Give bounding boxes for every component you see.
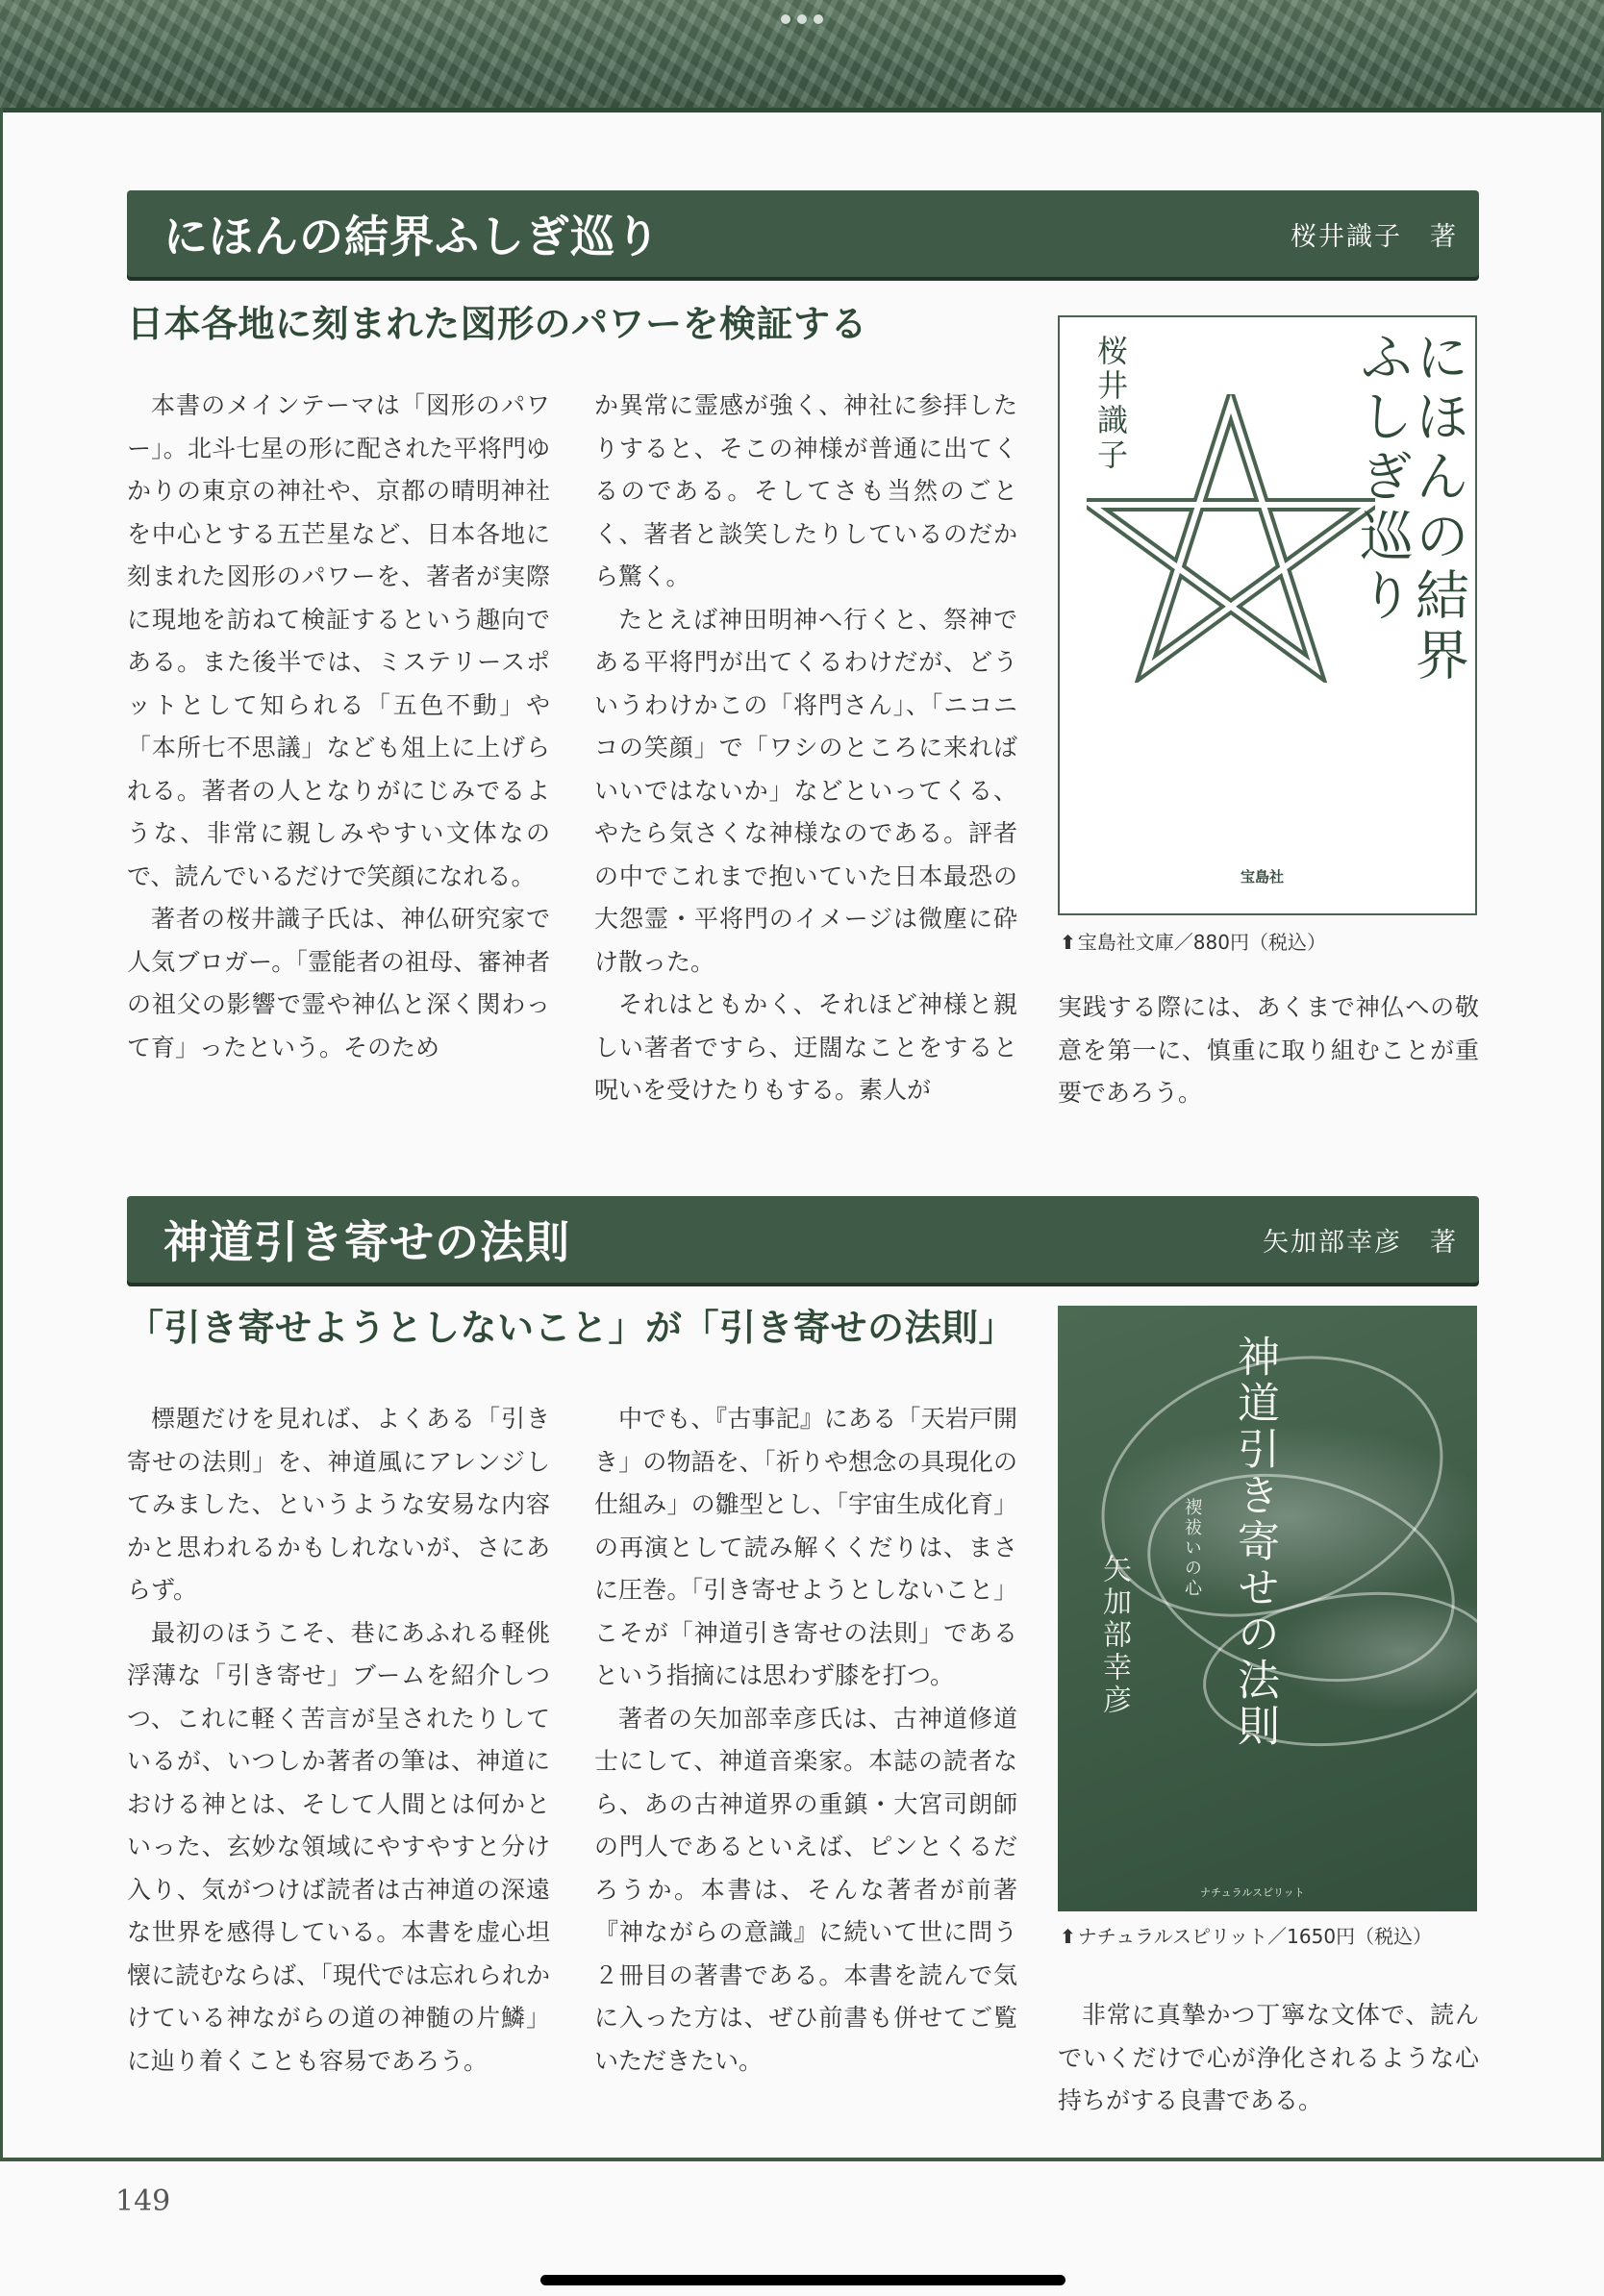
review1-subtitle: 日本各地に刻まれた図形のパワーを検証する	[127, 303, 868, 345]
review1-cover-author: 桜井識子	[1092, 335, 1129, 473]
up-arrow-icon: ⬆	[1060, 1925, 1076, 1948]
review2-cover-publisher: ナチュラルスピリット	[1200, 1886, 1305, 1899]
review1-col2-para: たとえば神田明神へ行くと、祭神である平将門が出てくるわけだが、どういうわけかこの「将門さん」、「ニコニコの笑顔」で「ワシのところに来ればいいではないか」などといってくる、やたら気さくな神様なのである。評者の中でこれまで抱いていた日本最恐の大怨霊・平将門のイメージは微塵に砕け散った。	[594, 605, 1017, 976]
review2-book-cover[interactable]	[1058, 1306, 1477, 1911]
review2-cover-subtitle: 禊祓いの心	[1182, 1498, 1202, 1599]
review2-column-2	[594, 1398, 1017, 2083]
more-options-icon[interactable]	[781, 13, 823, 25]
review2-col2-para: 中でも、『古事記』にある「天岩戸開き」の物語を、「祈りや想念の具現化の仕組み」の雛型とし、「宇宙生成化育」の再演として読み解くくだりは、まさに圧巻。「引き寄せようとしないこと」こそが「神道引き寄せの法則」であるという指摘には思わず膝を打つ。	[594, 1405, 1017, 1689]
review1-caption	[1060, 927, 1326, 955]
review2-col3-para: 非常に真摯かつ丁寧な文体で、読んでいくだけで心が浄化されるような心持ちがする良書である。	[1058, 2001, 1479, 2114]
review1-col2-para: それはともかく、それほど神様と親しい著者ですら、迂闊なことをすると呪いを受けたりもする。素人が	[594, 990, 1017, 1104]
review1-cover-publisher: 宝島社	[1241, 868, 1285, 886]
review1-title-bar	[127, 190, 1479, 277]
review1-author: 桜井識子 著	[1291, 221, 1458, 252]
review1-column-2	[594, 385, 1017, 1112]
review1-col1-para: 本書のメインテーマは「図形のパワー」。北斗七星の形に配された平将門ゆかりの東京の神社や、京都の晴明神社を中心とする五芒星など、日本各地に刻まれた図形のパワーを、著者が実際に現地を訪ねて検証するという趣向である。また後半では、ミステリースポットとして知られる「五色不動」や「本所七不思議」なども俎上に上げられる。著者の人となりがにじみでるような、非常に親しみやすい文体なので、読んでいるだけで笑顔になれる。	[127, 391, 550, 890]
review2-price: ナチュラルスピリット／1650円（税込）	[1077, 1925, 1433, 1948]
review1-book-cover[interactable]	[1058, 315, 1477, 915]
review2-author: 矢加部幸彦 著	[1263, 1227, 1458, 1258]
up-arrow-icon: ⬆	[1060, 931, 1076, 954]
marbled-header-band	[0, 0, 1604, 112]
review2-caption	[1060, 1921, 1432, 1949]
review2-col2-para: 著者の矢加部幸彦氏は、古神道修道士にして、神道音楽家。本誌の読者なら、あの古神道界の重鎮・大宮司朗師の門人であるといえば、ピンとくるだろうか。本書は、そんな著者が前著『神ながらの意識』に続いて世に問う２冊目の著書である。本書を読んで気に入った方は、ぜひ前書も併せてご覧いただきたい。	[594, 1704, 1017, 2075]
review2-cover-author: 矢加部幸彦	[1097, 1554, 1131, 1717]
review1-column-1	[127, 385, 550, 1069]
page-number: 149	[115, 2184, 171, 2218]
review1-col3-para: 実践する際には、あくまで神仏への敬意を第一に、慎重に取り組むことが重要であろう。	[1058, 993, 1479, 1107]
home-indicator[interactable]	[540, 2275, 1065, 2285]
review2-cover-title: 神道引き寄せの法則	[1230, 1335, 1279, 1750]
review2-column-1	[127, 1398, 550, 2083]
review1-price: 宝島社文庫／880円（税込）	[1077, 931, 1326, 954]
bottom-rule	[0, 2158, 1604, 2161]
review1-column-3	[1058, 986, 1479, 1115]
review2-col1-para: 最初のほうこそ、巷にあふれる軽佻浮薄な「引き寄せ」ブームを紹介しつつ、これに軽く苦言が呈されたりしているが、いつしか著者の筆は、神道における神とは、そして人間とは何かといった、玄妙な領域にやすやすと分け入り、気がつけば読者は古神道の深遠な世界を感得している。本書を虚心坦懐に読むならば、「現代では忘れられかけている神ながらの道の神髄の片鱗」に辿り着くことも容易であろう。	[127, 1618, 550, 2075]
review1-cover-title: にほんの結界ふしぎ巡り	[1351, 329, 1469, 686]
review2-subtitle: 「引き寄せようとしないこと」が「引き寄せの法則」	[127, 1307, 1016, 1349]
review2-title-bar	[127, 1196, 1479, 1283]
review1-col2-para: か異常に霊感が強く、神社に参拝したりすると、そこの神様が普通に出てくるのである。そしてさも当然のごとく、著者と談笑したりしているのだから驚く。	[594, 391, 1017, 590]
review2-title: 神道引き寄せの法則	[163, 1216, 570, 1268]
review1-col1-para: 著者の桜井識子氏は、神仏研究家で人気ブロガー。「霊能者の祖母、審神者の祖父の影響で霊や神仏と深く関わって育」ったという。そのため	[127, 905, 550, 1061]
review2-col1-para: 標題だけを見れば、よくある「引き寄せの法則」を、神道風にアレンジしてみました、というような安易な内容かと思われるかもしれないが、さにあらず。	[127, 1405, 550, 1604]
review1-title: にほんの結界ふしぎ巡り	[163, 211, 661, 262]
review2-column-3	[1058, 1994, 1479, 2123]
